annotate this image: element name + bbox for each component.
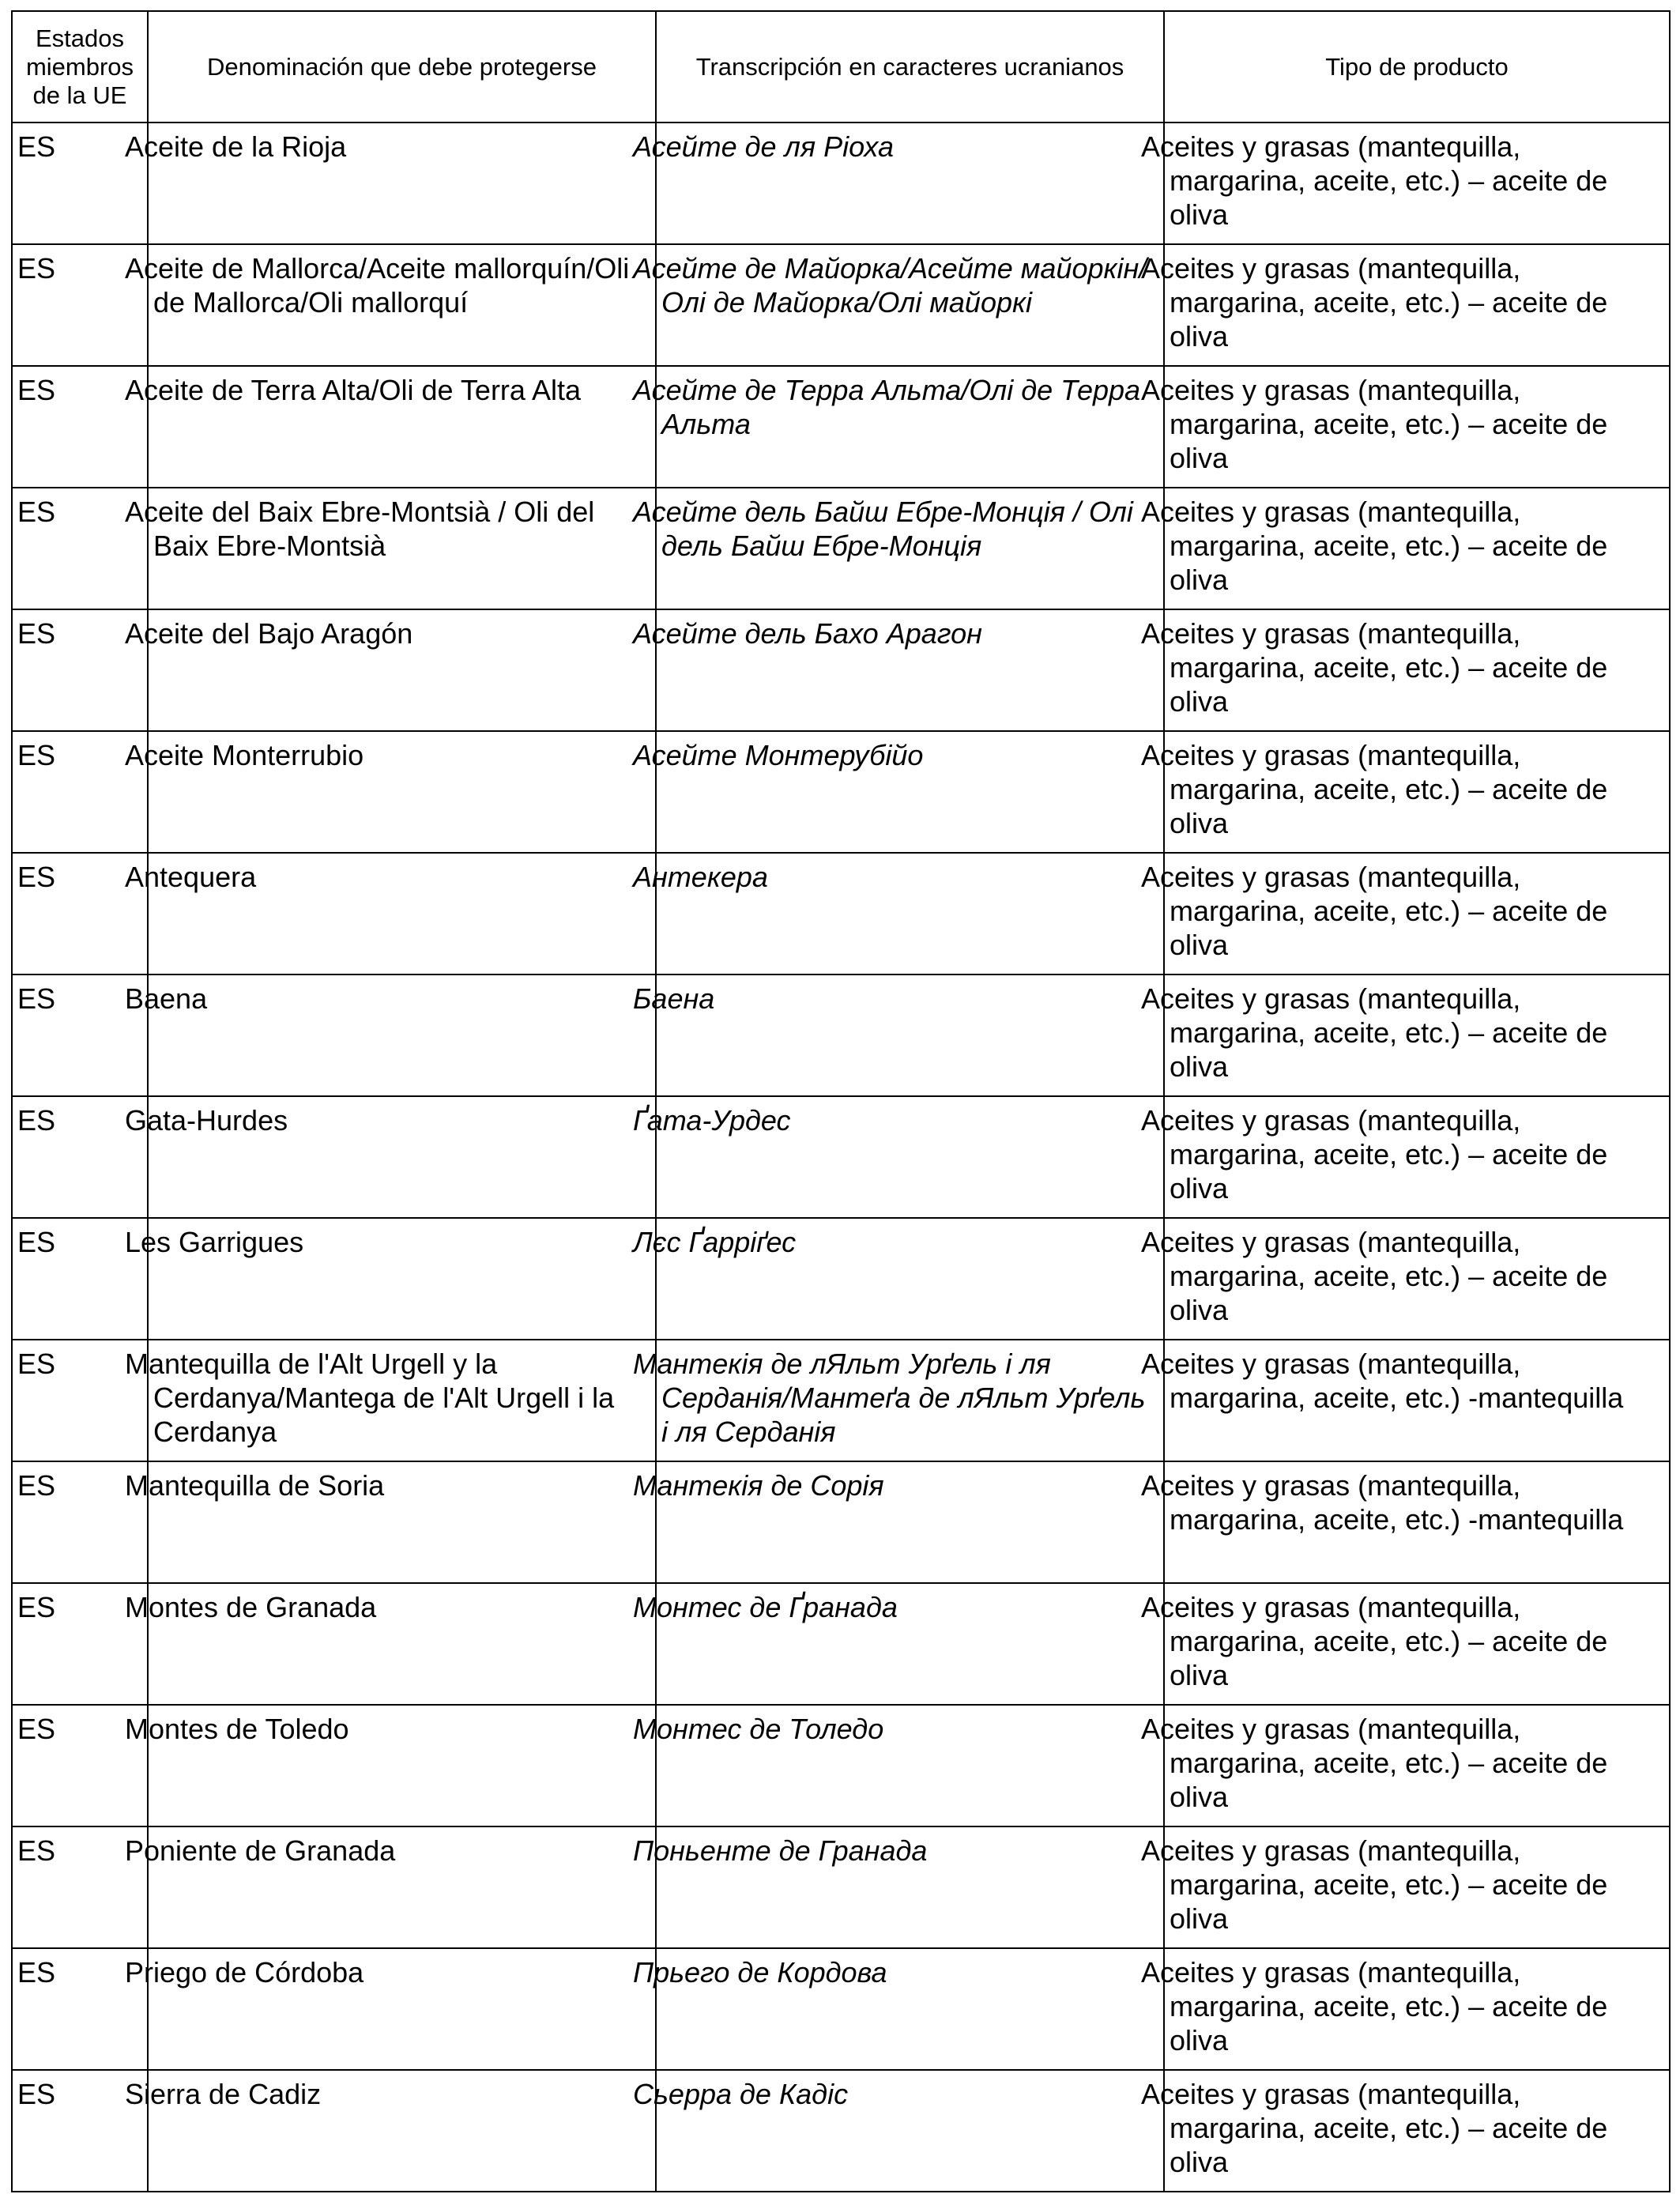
table-header-row [12,11,1670,123]
cell-product-type: Aceites y grasas (mantequilla, margarina, aceite, etc.) – aceite de oliva [1164,1705,1670,1826]
table-row [12,244,1670,366]
cell-name: Aceite de la Rioja [148,123,656,244]
cell-name: Baena [148,974,656,1096]
cell-name: Poniente de Granada [148,1826,656,1948]
cell-state: ES [12,1583,148,1705]
cell-product-type: Aceites y grasas (mantequilla, margarina, aceite, etc.) – aceite de oliva [1164,853,1670,974]
cell-product-type: Aceites y grasas (mantequilla, margarina, aceite, etc.) – aceite de oliva [1164,974,1670,1096]
cell-state: ES [12,1096,148,1218]
cell-transcription: Монтес де Толедо [656,1705,1164,1826]
cell-product-type: Aceites y grasas (mantequilla, margarina, aceite, etc.) – aceite de oliva [1164,1826,1670,1948]
cell-transcription: Сьерра де Кадіс [656,2070,1164,2192]
cell-state: ES [12,1705,148,1826]
table-row [12,974,1670,1096]
cell-name: Aceite de Terra Alta/Oli de Terra Alta [148,366,656,488]
cell-state: ES [12,1948,148,2070]
cell-name: Sierra de Cadiz [148,2070,656,2192]
cell-product-type: Aceites y grasas (mantequilla, margarina, aceite, etc.) – aceite de oliva [1164,123,1670,244]
cell-transcription: Монтес де Ґранада [656,1583,1164,1705]
cell-state: ES [12,1826,148,1948]
header-ukrainian-transcription: Transcripción en caracteres ucranianos [656,11,1164,123]
table-row [12,1948,1670,2070]
cell-name: Mantequilla de Soria [148,1461,656,1583]
cell-state: ES [12,366,148,488]
cell-state: ES [12,1218,148,1340]
cell-name: Les Garrigues [148,1218,656,1340]
table-row [12,1826,1670,1948]
table-row [12,853,1670,974]
table-row [12,609,1670,731]
cell-transcription: Асейте Монтерубійо [656,731,1164,853]
table-row [12,1583,1670,1705]
table-row [12,123,1670,244]
cell-product-type: Aceites y grasas (mantequilla, margarina, aceite, etc.) -mantequilla [1164,1340,1670,1461]
table-row [12,2070,1670,2192]
cell-transcription: Баена [656,974,1164,1096]
table-row [12,1340,1670,1461]
cell-product-type: Aceites y grasas (mantequilla, margarina, aceite, etc.) – aceite de oliva [1164,1583,1670,1705]
cell-name: Gata-Hurdes [148,1096,656,1218]
cell-state: ES [12,244,148,366]
header-product-type: Tipo de producto [1164,11,1670,123]
cell-transcription: Антекера [656,853,1164,974]
cell-transcription: Ґата-Урдес [656,1096,1164,1218]
cell-transcription: Асейте дель Байш Ебре-Монція / Олі дель Байш Ебре-Монція [656,488,1164,609]
cell-state: ES [12,974,148,1096]
cell-name: Aceite de Mallorca/Aceite mallorquín/Oli de Mallorca/Oli mallorquí [148,244,656,366]
cell-transcription: Прьего де Кордова [656,1948,1164,2070]
cell-product-type: Aceites y grasas (mantequilla, margarina, aceite, etc.) – aceite de oliva [1164,366,1670,488]
cell-state: ES [12,488,148,609]
cell-product-type: Aceites y grasas (mantequilla, margarina, aceite, etc.) – aceite de oliva [1164,488,1670,609]
cell-name: Antequera [148,853,656,974]
cell-transcription: Асейте де ля Ріоха [656,123,1164,244]
cell-transcription: Мантекія де Сорія [656,1461,1164,1583]
cell-state: ES [12,609,148,731]
table-row [12,731,1670,853]
cell-product-type: Aceites y grasas (mantequilla, margarina, aceite, etc.) – aceite de oliva [1164,1948,1670,2070]
cell-product-type: Aceites y grasas (mantequilla, margarina, aceite, etc.) – aceite de oliva [1164,1218,1670,1340]
cell-transcription: Мантекія де лЯльт Урґель і ля Серданія/Мантеґа де лЯльт Урґель і ля Серданія [656,1340,1164,1461]
cell-state: ES [12,123,148,244]
cell-name: Aceite del Baix Ebre-Montsià / Oli del Baix Ebre-Montsià [148,488,656,609]
cell-product-type: Aceites y grasas (mantequilla, margarina, aceite, etc.) – aceite de oliva [1164,2070,1670,2192]
cell-product-type: Aceites y grasas (mantequilla, margarina, aceite, etc.) – aceite de oliva [1164,1096,1670,1218]
table-row [12,366,1670,488]
cell-state: ES [12,1461,148,1583]
header-protected-name: Denominación que debe protegerse [148,11,656,123]
table-row [12,1218,1670,1340]
header-member-state: Estados miembros de la UE [12,11,148,123]
cell-state: ES [12,2070,148,2192]
table-row [12,1096,1670,1218]
cell-transcription: Асейте дель Бахо Арагон [656,609,1164,731]
cell-name: Montes de Granada [148,1583,656,1705]
cell-product-type: Aceites y grasas (mantequilla, margarina, aceite, etc.) – aceite de oliva [1164,609,1670,731]
table-row [12,1705,1670,1826]
cell-transcription: Асейте де Терра Альта/Олі де Терра Альта [656,366,1164,488]
cell-transcription: Асейте де Майорка/Асейте майоркін/Олі де Майорка/Олі майоркі [656,244,1164,366]
table-row [12,488,1670,609]
cell-product-type: Aceites y grasas (mantequilla, margarina, aceite, etc.) – aceite de oliva [1164,731,1670,853]
cell-name: Priego de Córdoba [148,1948,656,2070]
cell-state: ES [12,1340,148,1461]
cell-state: ES [12,853,148,974]
cell-name: Montes de Toledo [148,1705,656,1826]
table-body [12,123,1670,2192]
cell-name: Aceite del Bajo Aragón [148,609,656,731]
cell-name: Mantequilla de l'Alt Urgell y la Cerdanya/Mantega de l'Alt Urgell i la Cerdanya [148,1340,656,1461]
geographical-indications-table [11,10,1671,2192]
cell-state: ES [12,731,148,853]
cell-name: Aceite Monterrubio [148,731,656,853]
cell-transcription: Поньенте де Гранада [656,1826,1164,1948]
cell-product-type: Aceites y grasas (mantequilla, margarina, aceite, etc.) -mantequilla [1164,1461,1670,1583]
cell-product-type: Aceites y grasas (mantequilla, margarina, aceite, etc.) – aceite de oliva [1164,244,1670,366]
table-row [12,1461,1670,1583]
cell-transcription: Лєс Ґарріґес [656,1218,1164,1340]
